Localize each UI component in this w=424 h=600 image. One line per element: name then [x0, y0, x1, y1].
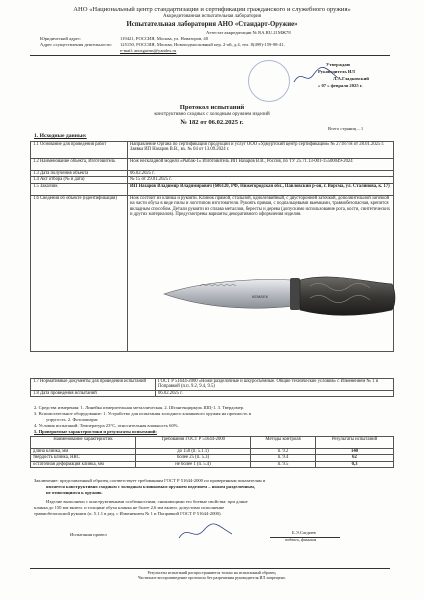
legal-address-label: Юридический адрес: [40, 36, 82, 41]
title-main: Протокол испытаний [179, 104, 245, 111]
activity-address-label: Адрес осуществления деятельности: [40, 42, 112, 47]
column-header: Требования ГОСТ Р 51644-2000 [136, 437, 251, 449]
attestat: Аттестат аккредитации № RA.RU.21МЖ78 [206, 30, 291, 35]
approval-signature-icon [292, 64, 342, 88]
auxiliary-equipment: 3. Вспомогательное оборудование: 1. Устройство для испытания холодного клинкового оружия на прочность и [34, 411, 252, 416]
row-label: 1.8 Дата проведения испытаний [31, 391, 156, 397]
signature-name: Б.Э.Сагдиев [292, 530, 316, 535]
header-divider [30, 55, 390, 56]
footer-divider [30, 568, 390, 569]
row-value: Нож состоит из клинка и рукояти. Клинок прямой, стальной, однолезвийный, с двусторонней заточкой, дополнительной заточкой на части обуха в виде пилы и логотипом изготовителя. Рукоять прямая, с подпальцевыми выемками, травмобезопасная, крепится вкладным способом. Детали рукояти из сплава металлов, бересты и дерева (допускимо использование рога, кости, синтетических и других материалов). Предусмотрены варианты декоративного оформления изделия. [128, 195, 394, 351]
signature-label: Испытания провел [70, 532, 107, 537]
approval-name: Л.А.Гладковский [333, 76, 369, 81]
table-cell: п. 9.5 [251, 461, 316, 467]
legal-address: 119421, РОССИЯ, Москва, ул. Новаторов, 40 [120, 36, 209, 41]
table-row [31, 379, 394, 391]
table-row [31, 183, 394, 195]
table-row [31, 391, 394, 397]
title-number: № 182 от 06.02.2025 г. [180, 119, 244, 126]
table-header-row [31, 437, 394, 449]
row-value: № 15 от 29.01.2025 г. [128, 177, 394, 183]
row-label: 1.2 Наименование объекта, Изготовитель [31, 159, 128, 171]
row-value: ГОСТ Р 51644-2000 «Ножи разделочные и шкуросъёмные. Общие технические условия» с Изменением № 1 и Поправкой (п.п. 9.2, 9.4, 9.5) [156, 379, 394, 391]
org-name: АНО «Национальный центр стандартизации и сертификации гражданского и служебного оружия» [73, 6, 351, 13]
conclusion-line: травмобезопасной рукояти (п. 5.1.1 в ред. с Изменением № 1 и Поправкой ГОСТ Р 51644-2000). [34, 511, 222, 516]
conclusion-line: Заключение: представленный образец соответствует требованиям ГОСТ Р 51644-2000 по проверенным показателям и [34, 478, 266, 483]
table-cell: до 150 (п. 5.1.1) [136, 449, 251, 455]
row-label: 1.4 Акт отбора (№ и дата) [31, 177, 128, 183]
row-label: 1.7 Нормативные документы для проведения испытаний [31, 379, 156, 391]
row-label: 1.6 Сведения об объекте (идентификация) [31, 195, 128, 351]
table-cell: 140 [316, 449, 394, 455]
title-sub: конструктивно сходных с холодным оружием изделий [154, 112, 270, 117]
knife-logo: КЕМБЕК [252, 294, 268, 299]
row-value: 06.02.2025 г. [156, 391, 394, 397]
conclusion-line: не относящимся к оружию. [46, 490, 103, 495]
results-table [30, 436, 394, 468]
row-value: ИП Назаров Владимир Владимирович (606120, РФ, Нижегородская обл., Павловский р-он, г. Ворсма, ул. Сталинова, к. 17) [128, 183, 394, 195]
row-label: 1.1 Основание для проведения работ [31, 142, 128, 159]
table-cell: более 25 (п. 5.3) [136, 455, 251, 461]
conclusion-line: клинка до 150 мм включ. и толщине обуха клинка не более 2,6 мм включ. допустимо исполнение [34, 505, 225, 510]
signature-caption: подпись, фамилия [285, 537, 317, 542]
normative-table [30, 378, 394, 397]
footer-line: Результаты испытаний распространяются только на испытанный образец. [147, 570, 277, 575]
table-cell: п. 9.2 [251, 449, 316, 455]
test-conditions: 4. Условия испытаний: Температура 23°С, относительная влажность 60%. [34, 423, 179, 428]
table-cell: 62 [316, 455, 394, 461]
row-value: Направление Органа по сертификации продукции и услуг ООО «Удмуртский центр сертификации» № 27187/Н от 28.01.2025 г. Заявка ИП Назаров В.В., вх. № 04 от 13.09.2024 г. [128, 142, 394, 159]
conclusion-line: является конструктивно сходным с холодным клинковым оружием изделием – ножом разделочным, [46, 484, 256, 489]
approval-date: « 07 » февраля 2025 г. [318, 83, 363, 88]
email: e-mail: anosgarms@yandex.ru [120, 48, 177, 53]
row-value: Нож нескладной модели «Рыбак-1» Изготовитель ИП Назаров В.В., Россия, по ТУ 25.71.13-001-15500049-2024 [128, 159, 394, 171]
table-cell: не более 1 (п. 5.4) [136, 461, 251, 467]
measuring-instruments: 2. Средства измерения: 1. Линейка измерительная металлическая. 2. Штангенциркуль ШЦ-1. 3. Твердомер. [34, 405, 245, 410]
table-cell: п. 9.4 [251, 455, 316, 461]
lab-name: Испытательная лаборатория АНО «Стандарт-Оружие» [126, 21, 298, 28]
row-label: 1.3 Дата получения объекта [31, 171, 128, 177]
column-header: Методы контроля [251, 437, 316, 449]
table-row [31, 461, 394, 467]
approval-label: Утверждаю [326, 62, 351, 67]
table-row [31, 142, 394, 159]
row-label: 1.5 Заказчик [31, 183, 128, 195]
auxiliary-equipment-cont: упругость. 2. Фотоаппарат. [46, 417, 99, 422]
section1-heading: 1. Исходные данные: [34, 133, 87, 139]
footer-line: Частичное воспроизведение протокола без разрешения руководителя ИЛ запрещено. [138, 575, 286, 580]
column-header: Наименование характеристик [31, 437, 136, 449]
checked-characteristics: 5. Проверяемые характеристики и результаты испытаний: [34, 429, 157, 434]
tester-signature-icon [176, 522, 236, 544]
activity-address: 125150, РОССИЯ, Москва, Новоподмосковный пер. 2-ой, д.4, тел. 8(499)-159-98-41, [120, 42, 285, 47]
knife-photo [160, 238, 400, 358]
table-cell: остаточная деформация клинка, мм [31, 461, 136, 467]
approval-role: Руководитель ИЛ [318, 69, 355, 74]
page-count: Всего страниц – 1 [328, 126, 364, 131]
table-row [31, 159, 394, 171]
table-cell: твердость клинка, HRC [31, 455, 136, 461]
table-cell: длина клинка, мм [31, 449, 136, 455]
table-cell: 0,3 [316, 461, 394, 467]
stamp-icon [248, 60, 290, 102]
column-header: Результаты испытаний [316, 437, 394, 449]
row-value: 06.02.2025 г. [128, 171, 394, 177]
conclusion-line: Изделие выполнено с конструктивными особенностями, снижающими его боевые свойства: при длине [46, 499, 248, 504]
lab-type: Аккредитованная испытательная лаборатория [163, 14, 261, 19]
